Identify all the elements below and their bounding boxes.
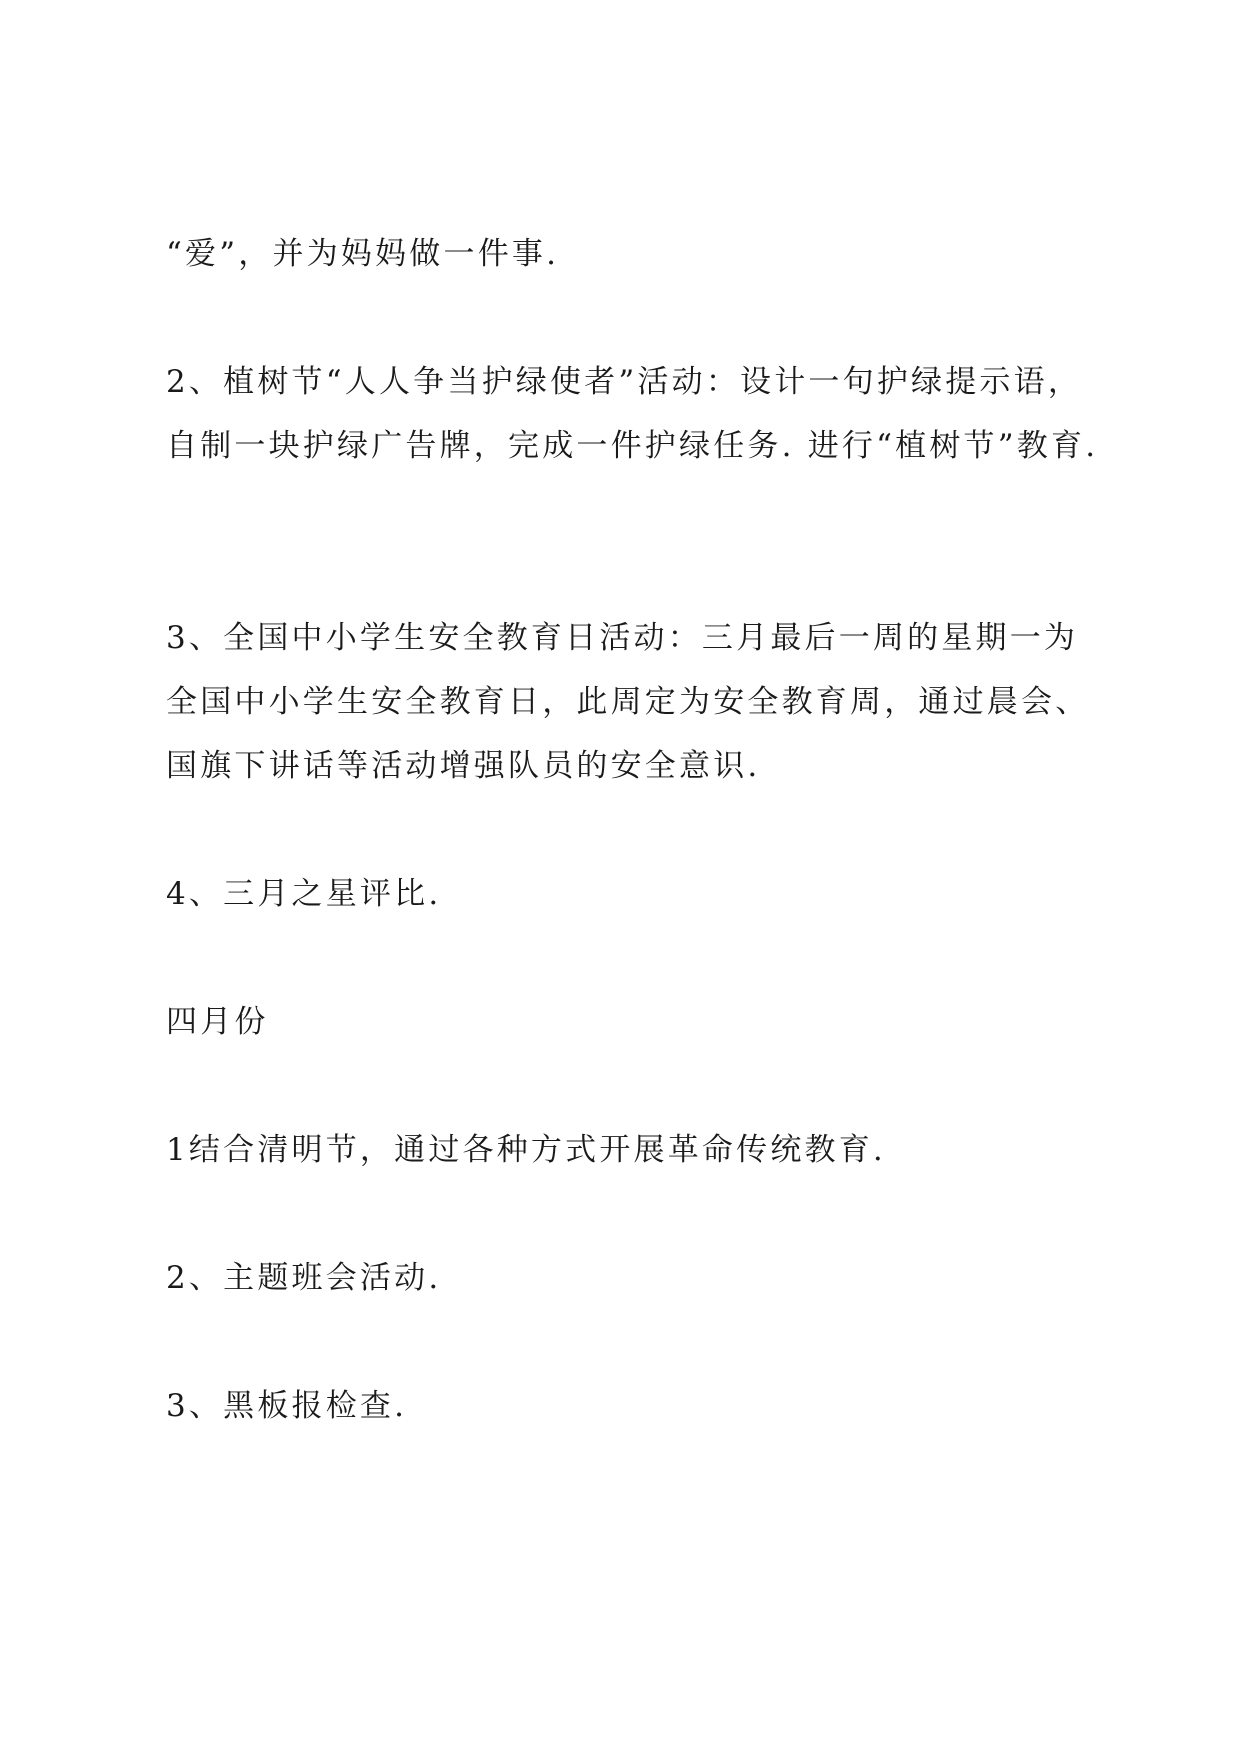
paragraph-qingming: 1结合清明节，通过各种方式开展革命传统教育. <box>166 1132 886 1168</box>
paragraph-march-star: 4、三月之星评比. <box>166 876 442 912</box>
paragraph-class-meeting: 2、主题班会活动. <box>166 1260 442 1296</box>
paragraph-continuation: “爱”，并为妈妈做一件事. <box>166 236 560 272</box>
paragraph-safety-day: 3、全国中小学生安全教育日活动：三月最后一周的星期一为全国中小学生安全教育日，此周定为安全教育周，通过晨会、国旗下讲话等活动增强队员的安全意识. <box>166 620 1090 784</box>
section-heading-april: 四月份 <box>166 1004 269 1040</box>
paragraph-arbor-day: 2、植树节“人人争当护绿使者”活动：设计一句护绿提示语，自制一块护绿广告牌，完成一件护绿任务. 进行“植树节”教育. <box>166 364 1099 464</box>
paragraph-blackboard: 3、黑板报检查. <box>166 1388 408 1424</box>
